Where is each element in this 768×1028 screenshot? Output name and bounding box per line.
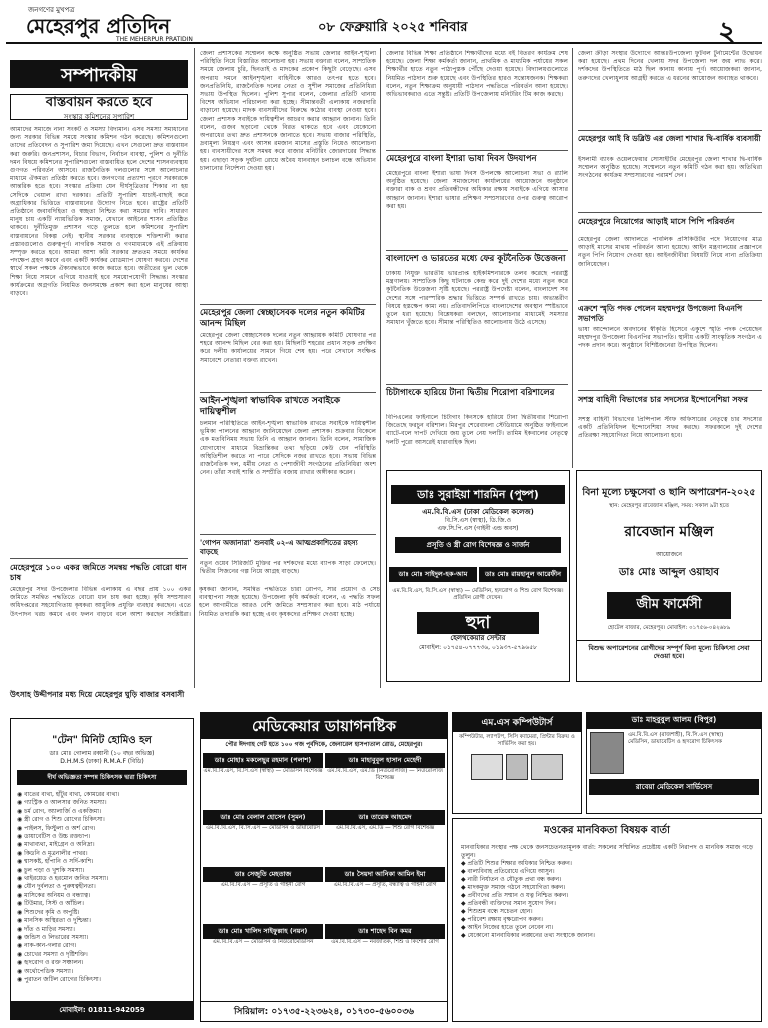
story-body: বিপিএলের ফাইনালে চিটাগাং কিংসকে হারিয়ে টানা দ্বিতীয়বার শিরোপা জিতেছে ফরচুন বরিশাল। মিরপুর শেরেবাংলা স্টেডিয়ামে অনুষ্ঠিত ফাইনালে ব্যাটে-বলে দাপট দেখিয়ে জয় তুলে নেয় দলটি। তামিম ইকবালের নেতৃত্বে দলটি পুরো আসরেই ধারাবাহিক ছিল। [386, 414, 568, 446]
divider [578, 130, 762, 131]
doctor-degree: এম.বি.বি.এস (ঢাকা মেডিকেল কলেজ) [422, 508, 534, 516]
story-headline: মেহেরপুর আই বি ডব্লিউ এর জেলা শাখার দ্বি-বার্ষিক ব্যবসায়ী [578, 134, 761, 143]
divider [10, 558, 188, 559]
divider [386, 150, 568, 151]
story-headline: মেহেরপুরে নিয়োগের আড়াই মাসে পিপি পরিবর্তন [578, 216, 735, 226]
masthead-date: ০৮ ফেব্রুয়ারি ২০২৫ শনিবার [318, 20, 468, 35]
doctor-name: ডাঃ মোহাঃ মকলেছুর রহমান (পলাশ) [203, 753, 323, 768]
doctor-name: ডাঃ শাহেদ বিন কমর [325, 924, 445, 939]
masthead-tagline: জনগণের মুখপত্র [28, 6, 75, 14]
eye-camp-ad [576, 470, 762, 682]
camp-info: স্থান: মেহেরপুর রাবেজান মঞ্জিল, সময়: সকাল ৯টা হতে [609, 503, 729, 509]
doctor-name: ডাঃ মাহবুবুল আলম (বিপুর) [587, 713, 761, 729]
masthead-subtitle: THE MEHERPUR PRATIDIN [116, 36, 193, 43]
editorial-body: আমাদের সমাজে নানা সংকট ও সমস্যা বিদ্যমান। এসব সমস্যা সমাধানের জন্য সরকার বিভিন্ন সময়ে সংস্কার কমিশন গঠন করেছে। কমিশনগুলো তাদের প্রতিবেদন ও সুপারিশ জমা দিয়েছে। এখন সেগুলো দ্রুত বাস্তবায়ন করা জরুরি। জনপ্রশাসন, বিচার বিভাগ, নির্বাচন ব্যবস্থা, পুলিশ ও দুর্নীতি দমন বিষয়ে কমিশনের সুপারিশগুলো বাস্তবায়িত হলে দেশের শাসনব্যবস্থায় গুণগত পরিবর্তন আসবে। রাজনৈতিক দলগুলোর সঙ্গে আলোচনার মাধ্যমে ঐকমত্য প্রতিষ্ঠা করতে হবে। জনগণের প্রত্যাশা পূরণে সরকারকে আন্তরিক হতে হবে। সংস্কার প্রক্রিয়া যেন দীর্ঘসূত্রিতার শিকার না হয় সেদিকে খেয়াল রাখা দরকার। প্রতিটি সুপারিশ যাচাই-বাছাই করে অগ্রাধিকার ভিত্তিতে বাস্তবায়নের উদ্যোগ নিতে হবে। রাষ্ট্রের প্রতিটি প্রতিষ্ঠানে জবাবদিহিতা ও স্বচ্ছতা নিশ্চিত করা সময়ের দাবি। সাধারণ মানুষ চায় একটি ন্যায়ভিত্তিক সমাজ, যেখানে আইনের শাসন প্রতিষ্ঠিত থাকবে। দুর্নীতিমুক্ত প্রশাসন গড়ে তুলতে হলে কমিশনের সুপারিশ বাস্তবায়নের বিকল্প নেই। স্থানীয় সরকার ব্যবস্থাকে শক্তিশালী করার প্রস্তাবগুলোও গুরুত্বপূর্ণ। নাগরিক সমাজ ও গণমাধ্যমকে এই প্রক্রিয়ায় সম্পৃক্ত করতে হবে। আমরা আশা করি সরকার দ্রুততম সময়ে কার্যকর পদক্ষেপ গ্রহণ করবে এবং একটি কার্যকর রোডম্যাপ ঘোষণা করবে। দেশের স্বার্থে সকল পক্ষকে ঐক্যবদ্ধভাবে কাজ করতে হবে। অতীতের ভুল থেকে শিক্ষা নিয়ে সামনে এগিয়ে যাওয়াই হবে সময়োপযোগী সিদ্ধান্ত। সংস্কার কার্যক্রমের অগ্রগতি নিয়মিত জনসমক্ষে প্রকাশ করা হলে মানুষের আস্থা বাড়বে। [10, 126, 188, 298]
story-body: ঢাকায় নিযুক্ত ভারতীয় ভারপ্রাপ্ত হাইকমিশনারকে তলব করেছে পররাষ্ট্র মন্ত্রণালয়। সাম্প্রতিক কিছু ঘটনাকে কেন্দ্র করে দুই দেশের মধ্যে নতুন করে কূটনৈতিক উত্তেজনা সৃষ্টি হয়েছে। পররাষ্ট্র উপদেষ্টা বলেন, বাংলাদেশ সব দেশের সঙ্গে পারস্পরিক শ্রদ্ধার ভিত্তিতে সম্পর্ক রাখতে চায়। অভ্যন্তরীণ বিষয়ে হস্তক্ষেপ কাম্য নয়। প্রতিবাদলিপিতে বাংলাদেশের অবস্থান স্পষ্টভাবে তুলে ধরা হয়েছে। বিশ্লেষকরা বলছেন, আলোচনার মাধ্যমেই সমস্যার সমাধান খুঁজতে হবে। সীমান্ত পরিস্থিতিও আলোচনায় উঠে এসেছে। [386, 270, 568, 327]
ms-title: এম.এস কম্পিউটার্স [453, 713, 581, 732]
story-headline: উৎসাহ উদ্দীপনার মধ্য দিয়ে মেহেরপুর ঘুড়ি বাজার বসবাসী [10, 690, 185, 699]
doctor-name: ডাঃ তারেক আহমেদ [325, 810, 445, 825]
diag-address: পৌর ঈদগাহ গেট হতে ১০০ গজ পূর্বদিকে, জেনারেল হাসপাতাল রোড, মেহেরপুর। [225, 741, 423, 748]
cctv-icon [506, 754, 528, 780]
camp-address: হোটেল বাজার, মেহেরপুর। মোবাইল: ০১৭৫৬-০৪২৬৮৯ [607, 625, 731, 631]
column-divider [572, 48, 573, 468]
editorial-banner: সম্পাদকীয় [10, 60, 188, 88]
story-headline: মেহেরপুরে ১০০ একর জমিতে সমন্বয় পদ্ধতি বোরো ধান চাষ [10, 562, 187, 582]
story-body: মেহেরপুর জেলা আদালতে পাবলিক প্রসিকিউটর পদে নিয়োগের মাত্র আড়াই মাসের মাথায় পরিবর্তন আনা হয়েছে। আইন মন্ত্রণালয়ের প্রজ্ঞাপনে নতুন পিপি নিয়োগ দেওয়া হয়। আইনজীবীরা বিষয়টি নিয়ে নানা প্রতিক্রিয়া জানিয়েছেন। [578, 236, 762, 268]
story-body: জেলার বিভিন্ন শিক্ষা প্রতিষ্ঠানে শিক্ষার্থীদের মধ্যে বই বিতরণ কার্যক্রম শেষ হয়েছে। জেলা শিক্ষা কর্মকর্তা জানান, প্রাথমিক ও মাধ্যমিক পর্যায়ের সকল শিক্ষার্থীর হাতে নতুন পাঠ্যপুস্তক পৌঁছে দেওয়া হয়েছে। বিদ্যালয়গুলোতে নিয়মিত পাঠদান শুরু হয়েছে এবং উপস্থিতির হারও সন্তোষজনক। শিক্ষকরা বলেন, নতুন শিক্ষাক্রম অনুযায়ী পাঠদান পদ্ধতিতে পরিবর্তন আনা হয়েছে। অভিভাবকরাও এতে সন্তুষ্ট। প্রতিটি উপজেলায় মনিটরিং টিম কাজ করছে। [386, 50, 568, 99]
divider [578, 390, 762, 391]
diag-phone: সিরিয়াল: ০১৭৩৫-২২৩৬২৪, ০১৭৩০-৫৬০০৩৬ [201, 1001, 447, 1021]
story-headline: এক্রশে স্মৃতি পদক পেলেন মহম্মদপুর উপজেলা বিএনপি সভাপতি [578, 304, 743, 323]
diag-title: মেডিকেয়ার ডায়াগনষ্টিক [201, 713, 447, 739]
doctor-name: ডাঃ সুরাইয়া শারমিন (পুষ্প) [391, 485, 565, 504]
doctor-name: ডাঃ মোঃ সাইদুল-হক-আম [389, 567, 477, 582]
diag-doctor-card: ডাঃ মোঃ বেলাল হোসেন (সুমন) এম.বি.বি.এস, বি.সি.এস — মেডিসিন ও ডায়াবেটিস [203, 810, 323, 865]
homeo-phone: মোবাইল: 01811-942059 [11, 1001, 193, 1019]
homeo-slogan: দীর্ঘ অভিজ্ঞতা সম্পন্ন চিকিৎসক দ্বারা চিকিৎসা [17, 770, 187, 785]
notice-body: মানবাধিকার সংস্থার পক্ষ থেকে জনসচেতনতামূলক বার্তা: সকলের সম্মিলিত প্রচেষ্টায় একটি নিরাপদ ও মানবিক সমাজ গড়ে তুলুন। ◆ প্রতিটি শিশুর শিক্ষার অধিকার নিশ্চিত করুন। ◆ বাল্যবিবাহ প্রতিরোধে এগিয়ে আসুন। ◆ নারী নির্যাতন ও যৌতুক প্রথা বন্ধ করুন। ◆ মাদকমুক্ত সমাজ গঠনে সহযোগিতা করুন। ◆ প্রবীণদের প্রতি সম্মান ও যত্ন নিশ্চিত করুন। ◆ প্রতিবন্ধী ব্যক্তিদের সমান সুযোগ দিন। ◆ শিশুশ্রম বন্ধে সচেতন হোন। ◆ পরিবেশ রক্ষায় বৃক্ষরোপণ করুন। ◆ আইন নিজের হাতে তুলে নেবেন না। ◆ যেকোনো মানবাধিকার লঙ্ঘনের তথ্য সংস্থাকে জানান। [461, 844, 753, 939]
masthead-title: মেহেরপুর প্রতিদিন [26, 14, 171, 38]
story-headline: মেহেরপুরে বাংলা ইশারা ভাষা দিবস উদযাপন [386, 154, 537, 164]
notice-title: মওকের মানবিকতা বিষয়ক বার্তা [544, 825, 670, 836]
masthead [6, 4, 762, 48]
diag-doctor-card: ডাঃ তারেক আহমেদ এম.বি.বি.এস, এম.ডি — শিশু রোগ বিশেষজ্ঞ [325, 810, 445, 865]
divider [386, 250, 568, 251]
story-body: জেলা প্রশাসকের সম্মেলন কক্ষে অনুষ্ঠিত সভায় জেলার আইন-শৃঙ্খলা পরিস্থিতি নিয়ে বিস্তারিত আলোচনা হয়। সভায় বক্তারা বলেন, সাম্প্রতিক সময়ে জেলায় চুরি, ছিনতাই ও মাদকের প্রকোপ কিছুটা বেড়েছে। এসব অপরাধ দমনে আইনশৃঙ্খলা বাহিনীকে আরও তৎপর হতে হবে। জনপ্রতিনিধি, রাজনৈতিক দলের নেতা ও সুশীল সমাজের প্রতিনিধিরা সভায় উপস্থিত ছিলেন। পুলিশ সুপার বলেন, জেলার প্রতিটি থানায় বিশেষ অভিযান পরিচালনা করা হচ্ছে। সীমান্তবর্তী এলাকায় নজরদারি বাড়ানো হয়েছে। মাদক ব্যবসায়ীদের বিরুদ্ধে কঠোর ব্যবস্থা নেওয়া হবে। জেলা প্রশাসক সবাইকে দায়িত্বশীল আচরণ করার আহ্বান জানান। তিনি বলেন, গুজব ছড়ানো থেকে বিরত থাকতে হবে এবং যেকোনো অপরাধের তথ্য দ্রুত প্রশাসনকে জানাতে হবে। সভায় বাজার পরিস্থিতি, দ্রব্যমূল্য নিয়ন্ত্রণ এবং আসন্ন রমজান মাসের প্রস্তুতি নিয়েও আলোচনা হয়। ব্যবসায়ীদের সঙ্গে সমন্বয় করে বাজার মনিটরিং জোরদারের সিদ্ধান্ত হয়। এছাড়া সড়ক দুর্ঘটনা রোধে অবৈধ যানবাহন চলাচল বন্ধে অভিযান চালানোর নির্দেশনা দেওয়া হয়। [200, 50, 376, 172]
column-divider [380, 48, 381, 688]
story-headline: বাংলাদেশ ও ভারতের মধ্যে ফের কূটনৈতিক উত্তেজনা [386, 254, 566, 264]
homeo-ad [10, 718, 194, 1020]
story-body: ভাষা আন্দোলনে অবদানের স্বীকৃতি হিসেবে একুশে স্মৃতি পদক পেয়েছেন মহম্মদপুর উপজেলা বিএনপির সভাপতি। স্থানীয় একটি সাংস্কৃতিক সংগঠন এ পদক প্রদান করে। অনুষ্ঠানে বিশিষ্টজনেরা উপস্থিত ছিলেন। [578, 326, 762, 350]
doctor-name: ডাঃ মোঃ বেলাল হোসেন (সুমন) [203, 810, 323, 825]
camp-pharmacy: জীম ফার্মেসী [607, 592, 731, 619]
story-headline: আইন-শৃঙ্খলা স্বাভাবিক রাখতে সবাইকে দায়িত্বশীল [200, 396, 341, 417]
council-notice [452, 818, 762, 1022]
camp-title: বিনা মূল্যে চক্ষুসেবা ও ছানি অপারেশন-২০২৫ [582, 487, 756, 498]
doctor-ad-huda [386, 470, 570, 682]
story-headline: মেহেরপুর জেলা স্বেচ্ছাসেবক দলের নতুন কমিটির আনন্দ মিছিল [200, 308, 365, 329]
camp-footer: বিশুদ্ধ অপারেশনের রোগীদের সম্পূর্ণ বিনা মূল্যে চিকিৎসা সেবা দেওয়া হবে। [577, 640, 761, 660]
homeo-title: "টেন" মিনিট হোমিও হল [52, 735, 152, 746]
doctor-details: এম.বি.বি.এস (রাজশাহী), বি.সি.এস (স্বাস্থ্য) মেডিসিন, ডায়াবেটিস ও হৃদরোগ চিকিৎসক [628, 732, 724, 745]
homeo-body: ◉ বাতের ব্যথা, হাঁটুর ব্যথা, কোমরের ব্যথা। ◉ গ্যাস্ট্রিক ও আলসার জনিত সমস্যা। ◉ চর্ম রোগ, অ্যালার্জি ও একজিমা। ◉ স্ত্রী রোগ ও শিশু রোগের চিকিৎসা। ◉ পাইলস, ফিস্টুলা ও অর্শ রোগ। ◉ ডায়াবেটিস ও উচ্চ রক্তচাপ। ◉ মাথাব্যথা, মাইগ্রেন ও অনিদ্রা। ◉ কিডনি ও মূত্রনালীর পাথর। ◉ শ্বাসকষ্ট, হাঁপানি ও সর্দি-কাশি। ◉ চুল পড়া ও খুশকি সমস্যা। ◉ থাইরয়েড ও হরমোন জনিত সমস্যা। ◉ যৌন দুর্বলতা ও পুরুষত্বহীনতা। ◉ মাসিকের অনিয়ম ও বন্ধ্যাত্ব। ◉ টিউমার, সিস্ট ও আঁচিল। ◉ শিশুদের কৃমি ও অপুষ্টি। ◉ মানসিক অস্থিরতা ও দুশ্চিন্তা। ◉ দাঁত ও মাড়ির সমস্যা। ◉ জন্ডিস ও লিভারের সমস্যা। ◉ নাক-কান-গলার রোগ। ◉ চোখের সমস্যা ও দৃষ্টিশক্তি। ◉ হৃদরোগ ও রক্ত সঞ্চালন। ◉ অর্থোপেডিক সমস্যা। ◉ পুরাতন জটিল রোগের চিকিৎসা। [17, 791, 120, 983]
camp-organizer: রাবেজান মঞ্জিল [624, 524, 714, 540]
diag-doctor-card: ডাঃ মোহাঃ মকলেছুর রহমান (পলাশ) এম.বি.বি.এস, বি.সি.এস (স্বাস্থ্য) — মেডিসিন বিশেষজ্ঞ [203, 753, 323, 808]
homeo-subtitle: ডাঃ মোঃ গোলাম রব্বানী (১০ বছর অভিজ্ঞ) D.H.M.S (ঢাকা) R.M.A.F (বিডি) [49, 750, 155, 765]
ms-product-icons [453, 750, 581, 784]
divider [578, 300, 762, 301]
camp-label: আয়োজনে [655, 551, 683, 558]
story-body: জেলা ক্রীড়া সংস্থার উদ্যোগে আন্তঃউপজেলা ফুটবল টুর্নামেন্টের উদ্বোধন করা হয়েছে। প্রথম দিনের খেলায় সদর উপজেলা দল জয় লাভ করে। দর্শকদের উপস্থিতিতে মাঠ ছিল কানায় কানায় পূর্ণ। আয়োজকরা জানান, তরুণদের খেলাধুলায় আগ্রহী করতে এ ধরনের আয়োজন অব্যাহত থাকবে। [578, 50, 762, 82]
editorial-subhead: সংস্কার কমিশনের সুপারিশ [63, 113, 135, 121]
printer-icon [531, 754, 563, 780]
doctor-name: ডাঃ সৈয়দা আনিকা আমিন ইমা [325, 867, 445, 882]
editorial-headline: বাস্তবায়ন করতে হবে [45, 95, 153, 110]
story-headline: সশস্ত্র বাহিনী বিভাগের চার সদস্যের ইন্দোনেশিয়া সফর [578, 394, 748, 404]
diag-doctor-card: ডাঃ সৈয়দা আনিকা আমিন ইমা এম.বি.বি.এস — প্রসূতি, বন্ধ্যাত্ব ও গাইনী রোগ [325, 867, 445, 922]
diag-doctor-card: ডাঃ শাহেদ বিন কমর এম.বি.বি.এস — নবজাতক, শিশু ও কিশোর রোগ [325, 924, 445, 969]
huda-phone: মোবাইল: ০১৭৫৪-০৭৭৭৩৬, ০১৯৩৭-৫৭৯৬৫৮ [418, 644, 537, 651]
page-number: ২ [718, 15, 737, 48]
mahbub-doctor-ad [586, 712, 762, 814]
story-body: ইসলামী ব্যাংক ওয়েলফেয়ার সোসাইটির মেহেরপুর জেলা শাখার দ্বি-বার্ষিক সম্মেলন অনুষ্ঠিত হয়েছে। সম্মেলনে নতুন কমিটি গঠন করা হয়। অতিথিরা সংগঠনের কার্যক্রম সম্প্রসারণের পরামর্শ দেন। [578, 156, 762, 180]
diag-doctor-card: ডাঃ মোঃ খালিদ সাইফুল্লাহ (নয়ন) এম.বি.বি.এস — মেডিসিন ও নিউরোমেডিসিন [203, 924, 323, 969]
camp-doctor: ডাঃ মোঃ আব্দুল ওয়াহাব [619, 567, 719, 578]
doctor-details: এম.বি.বি.এস, বি.সি.এস (স্বাস্থ্য) — মেডিসিন, হৃদরোগ ও শিশু রোগ বিশেষজ্ঞ। প্রতিদিন রোগী দেখেন। [392, 588, 564, 601]
doctor-name: ডাঃ মাহাবুবুল হাসান মেহেদী [325, 753, 445, 768]
doctor-name: ডাঃ মোঃ খালিদ সাইফুল্লাহ (নয়ন) [203, 924, 323, 939]
diag-doctor-card: ডাঃ সেজুতি মেহতাজ এম.বি.বি.এস — প্রসূতি ও গাইনী রোগ [203, 867, 323, 922]
story-body: সশস্ত্র বাহিনী বিভাগের প্রিন্সিপাল স্টাফ অফিসারের নেতৃত্বে চার সদস্যের একটি প্রতিনিধিদল ইন্দোনেশিয়া সফর করছে। সফরকালে দুই দেশের প্রতিরক্ষা সহযোগিতা নিয়ে আলোচনা হবে। [578, 416, 762, 440]
doctor-photo [590, 732, 624, 774]
doctor-name: ডাঃ সেজুতি মেহতাজ [203, 867, 323, 882]
monitor-icon [471, 754, 503, 780]
huda-subtitle: হেলথকেয়ার সেন্টার [450, 634, 506, 642]
doctor-specialty: প্রসূতি ও স্ত্রী রোগ বিশেষজ্ঞ ও সার্জন [395, 537, 561, 553]
medicare-diagnostic-ad [200, 712, 448, 1022]
huda-logo: হুদা [417, 612, 539, 634]
editorial-headline-box [10, 94, 188, 120]
story-body: চলমান পরিস্থিতিতে আইন-শৃঙ্খলা স্বাভাবিক রাখতে সবাইকে দায়িত্বশীল ভূমিকা পালনের আহ্বান জানিয়েছেন জেলা প্রশাসক। শুক্রবার বিকেলে এক মতবিনিময় সভায় তিনি এ আহ্বান জানান। তিনি বলেন, সামাজিক যোগাযোগ মাধ্যমে বিভ্রান্তিকর তথ্য ছড়িয়ে কেউ যেন পরিস্থিতি অস্থিতিশীল করতে না পারে সেদিকে নজর রাখতে হবে। সভায় বিভিন্ন রাজনৈতিক দল, ধর্মীয় নেতা ও পেশাজীবী সংগঠনের প্রতিনিধিরা অংশ নেন। তাঁরা সবাই শান্তি ও সম্প্রীতি বজায় রাখার অঙ্গীকার করেন। [200, 420, 376, 477]
ms-computers-ad [452, 712, 582, 814]
doctor-degree-detail: বি.সি.এস (স্বাস্থ্য), ডি.জি.ও এফ.সি.পি.এস (গাইনী এন্ড অবস) [437, 517, 519, 532]
divider [386, 384, 568, 385]
story-body: মেহেরপুর সদর উপজেলার বিভিন্ন এলাকায় এ বছর প্রায় ১০০ একর জমিতে সমন্বিত পদ্ধতিতে বোরো ধান চাষ করা হচ্ছে। কৃষি সম্প্রসারণ অধিদপ্তরের সহযোগিতায় কৃষকরা আধুনিক প্রযুক্তি ব্যবহার করছেন। এতে উৎপাদন খরচ কমবে এবং ফলন বাড়বে বলে আশা করছেন সংশ্লিষ্টরা। কৃষকরা জানান, সমন্বিত পদ্ধতিতে চারা রোপণ, সার প্রয়োগ ও সেচ ব্যবস্থাপনা সহজ হয়েছে। উপজেলা কৃষি কর্মকর্তা বলেন, এ পদ্ধতি সফল হলে আগামীতে আরও বেশি জমিতে সম্প্রসারণ করা হবে। মাঠ পর্যায়ে নিয়মিত তদারকি করা হচ্ছে এবং কৃষকদের প্রশিক্ষণ দেওয়া হচ্ছে। [10, 586, 380, 618]
rabeya-name: রাবেয়া মেডিকেল সার্ভিসেস [589, 779, 759, 795]
story-body: নতুন ওয়েব সিরিজটি মুক্তির পর দর্শকদের মধ্যে ব্যাপক সাড়া ফেলেছে। দ্বিতীয় সিজনের গল্প নিয়ে আগ্রহ বাড়ছে। [200, 560, 376, 576]
story-body: মেহেরপুরে বাংলা ইশারা ভাষা দিবস উপলক্ষে আলোচনা সভা ও র‍্যালি অনুষ্ঠিত হয়েছে। জেলা সমাজসেবা কার্যালয়ের আয়োজনে অনুষ্ঠানে বক্তারা বাক ও শ্রবণ প্রতিবন্ধীদের অধিকার রক্ষায় সবাইকে এগিয়ে আসার আহ্বান জানান। ইশারা ভাষার প্রশিক্ষণ সম্প্রসারণের ওপর গুরুত্ব আরোপ করা হয়। [386, 170, 568, 210]
story-headline: চিটাগাংকে হারিয়ে টানা দ্বিতীয় শিরোপা বরিশালের [386, 388, 555, 398]
divider [200, 304, 376, 305]
story-headline: 'গোপন অজানারা' শুনবাই ০২-এ আত্মপ্রকাশিতের রহস্য বাড়ছে [200, 538, 358, 556]
story-body: মেহেরপুর জেলা স্বেচ্ছাসেবক দলের নতুন আহ্বায়ক কমিটি ঘোষণার পর শহরে আনন্দ মিছিল বের করা হয়। মিছিলটি শহরের প্রধান সড়ক প্রদক্ষিণ করে দলীয় কার্যালয়ের সামনে গিয়ে শেষ হয়। পরে সেখানে সংক্ষিপ্ত সমাবেশে নেতারা বক্তব্য রাখেন। [200, 332, 376, 364]
doctor-name: ডাঃ মোঃ রায়হানুল আরেফীন [479, 567, 567, 582]
divider [200, 392, 376, 393]
diag-doctor-card: ডাঃ মাহাবুবুল হাসান মেহেদী এম.বি.বি.এস, এম.ডি (নিউরোলজি) — নিউরোলজি বিশেষজ্ঞ [325, 753, 445, 808]
divider [578, 212, 762, 213]
ms-body: কম্পিউটার, ল্যাপটপ, সিসি ক্যামেরা, প্রিন্টার বিক্রয় ও সার্ভিসিং করা হয়। [459, 734, 575, 747]
divider [200, 534, 376, 535]
